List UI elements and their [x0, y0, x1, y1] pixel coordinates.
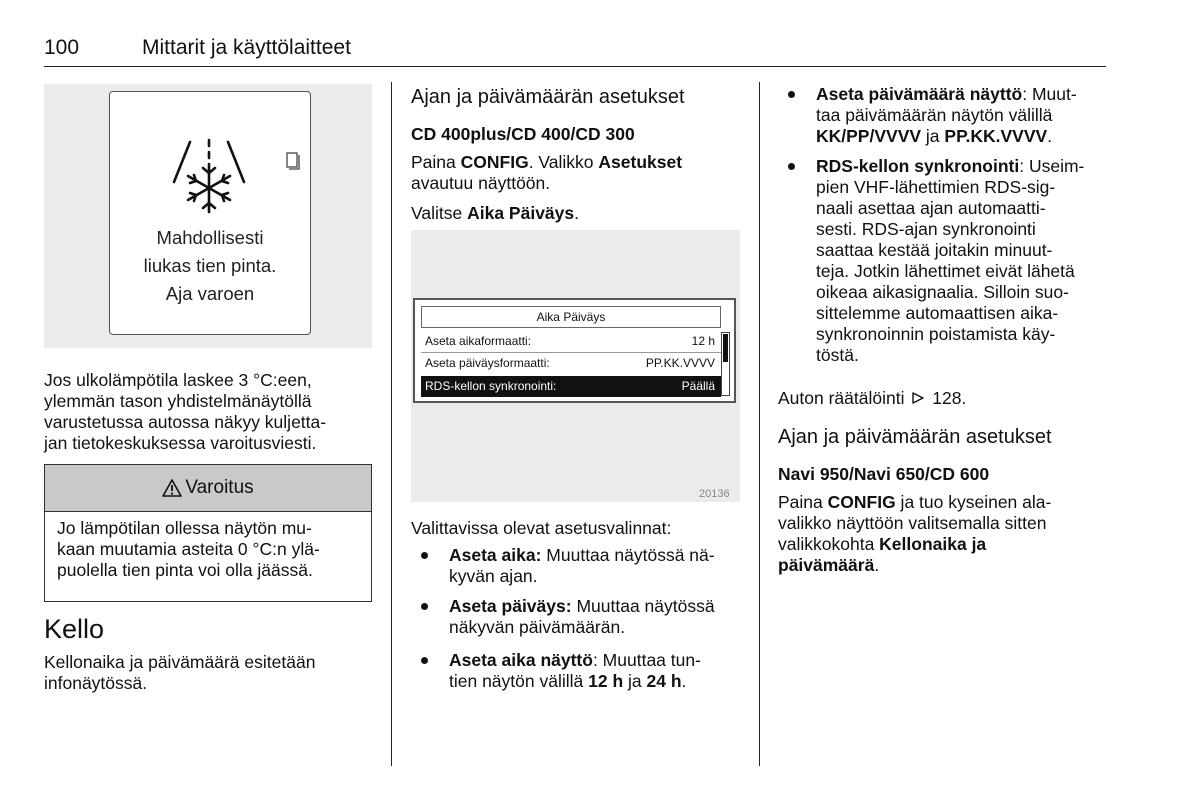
section-subheading: CD 400plus/CD 400/CD 300: [411, 124, 635, 144]
text-run: Muuttaa näytössä: [571, 596, 715, 616]
text-run: valikkokohta: [778, 534, 880, 554]
text-run: Paina: [778, 492, 828, 512]
page-reference-arrow-icon: [911, 391, 925, 405]
warning-body: [45, 512, 371, 587]
text-run: ja: [921, 126, 945, 146]
section-heading: Ajan ja päivämäärän asetukset: [778, 426, 1052, 448]
menu-row-label: Aseta aikaformaatti:: [425, 334, 532, 348]
option-value: PP.KK.VVVV: [944, 126, 1048, 146]
reference-page: 128.: [932, 388, 967, 408]
header-rule: [44, 66, 1106, 67]
text-run: .: [874, 555, 880, 575]
warning-title: Varoitus: [185, 477, 254, 498]
text-line: näkyvän päivämäärän.: [449, 617, 626, 637]
select-paragraph: [411, 203, 579, 224]
intro-paragraph: [44, 370, 326, 454]
text-run: ja: [623, 671, 647, 691]
text-line: töstä.: [816, 345, 859, 365]
kello-paragraph: [44, 652, 315, 694]
display-line-1: Mahdollisesti: [156, 227, 264, 248]
bullet-time-display: [449, 650, 701, 692]
menu-name: Asetukset: [598, 152, 683, 172]
text-line: sesti. RDS-ajan synkronointi: [816, 219, 1036, 239]
menu-row-label: RDS-kellon synkronointi:: [425, 379, 557, 393]
reference-text: Auton räätälöinti: [778, 388, 905, 408]
bullet-dot: [788, 163, 795, 170]
text-line: naali asettaa ajan automaatti-: [816, 198, 1046, 218]
bullet-dot: [788, 91, 795, 98]
menu-row-value: 12 h: [691, 334, 715, 348]
text-line: puolella tien pinta voi olla jäässä.: [57, 560, 313, 580]
kello-heading: Kello: [44, 614, 105, 644]
bullet-title: Aseta päiväys:: [449, 596, 572, 616]
text-line: sittelemme automaattisen aika-: [816, 303, 1059, 323]
text-line: kaan muutamia asteita 0 °C:n ylä-: [57, 539, 320, 559]
text-line: ylemmän tason yhdistelmänäytöllä: [44, 391, 312, 411]
text-line: jan tietokeskuksessa varoitusviesti.: [44, 433, 317, 453]
navi-config-paragraph: [778, 492, 1051, 576]
warning-header: [45, 465, 371, 512]
text-run: tien näytön välillä: [449, 671, 589, 691]
bullet-dot: [421, 657, 428, 664]
text-line: Jos ulkolämpötila laskee 3 °C:een,: [44, 370, 312, 390]
display-line-3: Aja varoen: [165, 283, 255, 304]
text-run: Paina: [411, 152, 461, 172]
config-key: CONFIG: [460, 152, 529, 172]
text-run: Muuttaa näytössä nä-: [541, 545, 715, 565]
column-divider-left: [391, 82, 392, 766]
text-line: varustetussa autossa näkyy kuljetta-: [44, 412, 327, 432]
bullet-title: Aseta aika:: [449, 545, 542, 565]
bullet-date-display: [816, 84, 1077, 147]
menu-row-label: Aseta päiväysformaatti:: [425, 356, 550, 370]
text-run: Valitse: [411, 203, 468, 223]
text-line: oikeaa aikasignaalia. Silloin suo-: [816, 282, 1069, 302]
settings-screen: [413, 298, 736, 403]
page-number: 100: [44, 36, 80, 59]
bullet-set-date: [449, 596, 715, 638]
menu-item-name: Aika Päiväys: [467, 203, 575, 223]
options-intro: [411, 518, 671, 539]
display-line-2: liukas tien pinta.: [143, 255, 277, 276]
scrollbar-thumb[interactable]: [723, 334, 728, 362]
text-run: : Useim-: [1019, 156, 1085, 176]
chapter-title: Mittarit ja käyttölaitteet: [142, 36, 351, 59]
menu-row-rds-sync[interactable]: [421, 376, 721, 397]
config-paragraph: [411, 152, 682, 194]
section-heading: Ajan ja päivämäärän asetukset: [411, 86, 685, 108]
book-icon: [286, 152, 300, 170]
figure-code: 20136: [699, 488, 730, 500]
text-run: ja tuo kyseinen ala-: [895, 492, 1052, 512]
menu-row-date-format[interactable]: [421, 353, 721, 374]
text-run: : Muuttaa tun-: [592, 650, 701, 670]
text-line: saattaa kestää joitakin minuut-: [816, 240, 1053, 260]
warning-box: [44, 464, 372, 602]
text-line: synkronoinnin poistamista käy-: [816, 324, 1056, 344]
bullet-dot: [421, 552, 428, 559]
option-value: 24 h: [646, 671, 682, 691]
text-line: Jo lämpötilan ollessa näytön mu-: [57, 518, 312, 538]
text-line: valikko näyttöön valitsemalla sitten: [778, 513, 1047, 533]
text-line: pien VHF-lähettimien RDS-sig-: [816, 177, 1056, 197]
menu-item-name: Kellonaika ja: [879, 534, 987, 554]
text-run: .: [681, 671, 687, 691]
column-divider-right: [759, 82, 760, 766]
warning-triangle-icon: [162, 479, 182, 497]
cross-reference[interactable]: [778, 388, 966, 409]
scrollbar[interactable]: [721, 332, 730, 396]
bullet-dot: [421, 603, 428, 610]
option-value: KK/PP/VVVV: [816, 126, 922, 146]
section-subheading: Navi 950/Navi 650/CD 600: [778, 464, 990, 484]
page-header: [44, 36, 351, 60]
bullet-rds-sync: [816, 156, 1084, 366]
bullet-title: Aseta aika näyttö: [449, 650, 593, 670]
slippery-road-snowflake-icon: [168, 136, 250, 214]
menu-item-name: päivämäärä: [778, 555, 875, 575]
text-line: infonäytössä.: [44, 673, 148, 693]
menu-row-time-format[interactable]: [421, 331, 721, 352]
text-line: kyvän ajan.: [449, 566, 538, 586]
text-run: : Muut-: [1022, 84, 1077, 104]
bullet-set-time: [449, 545, 715, 587]
bullet-title: RDS-kellon synkronointi: [816, 156, 1020, 176]
driver-info-display: [109, 91, 311, 335]
option-value: 12 h: [588, 671, 624, 691]
text-run: . Valikko: [528, 152, 599, 172]
text-line: Kellonaika ja päivämäärä esitetään: [44, 652, 316, 672]
text-line: Valittavissa olevat asetusvalinnat:: [411, 518, 672, 538]
text-line: avautuu näyttöön.: [411, 173, 551, 193]
text-line: taa päivämäärän näytön välillä: [816, 105, 1053, 125]
menu-row-value: Päällä: [681, 379, 715, 393]
text-run: .: [574, 203, 579, 223]
menu-row-value: PP.KK.VVVV: [645, 356, 715, 370]
display-message: [110, 224, 310, 308]
text-line: teja. Jotkin lähettimet eivät lähetä: [816, 261, 1075, 281]
text-run: .: [1047, 126, 1053, 146]
config-key: CONFIG: [827, 492, 896, 512]
bullet-title: Aseta päivämäärä näyttö: [816, 84, 1023, 104]
screen-title: Aika Päiväys: [421, 306, 721, 328]
